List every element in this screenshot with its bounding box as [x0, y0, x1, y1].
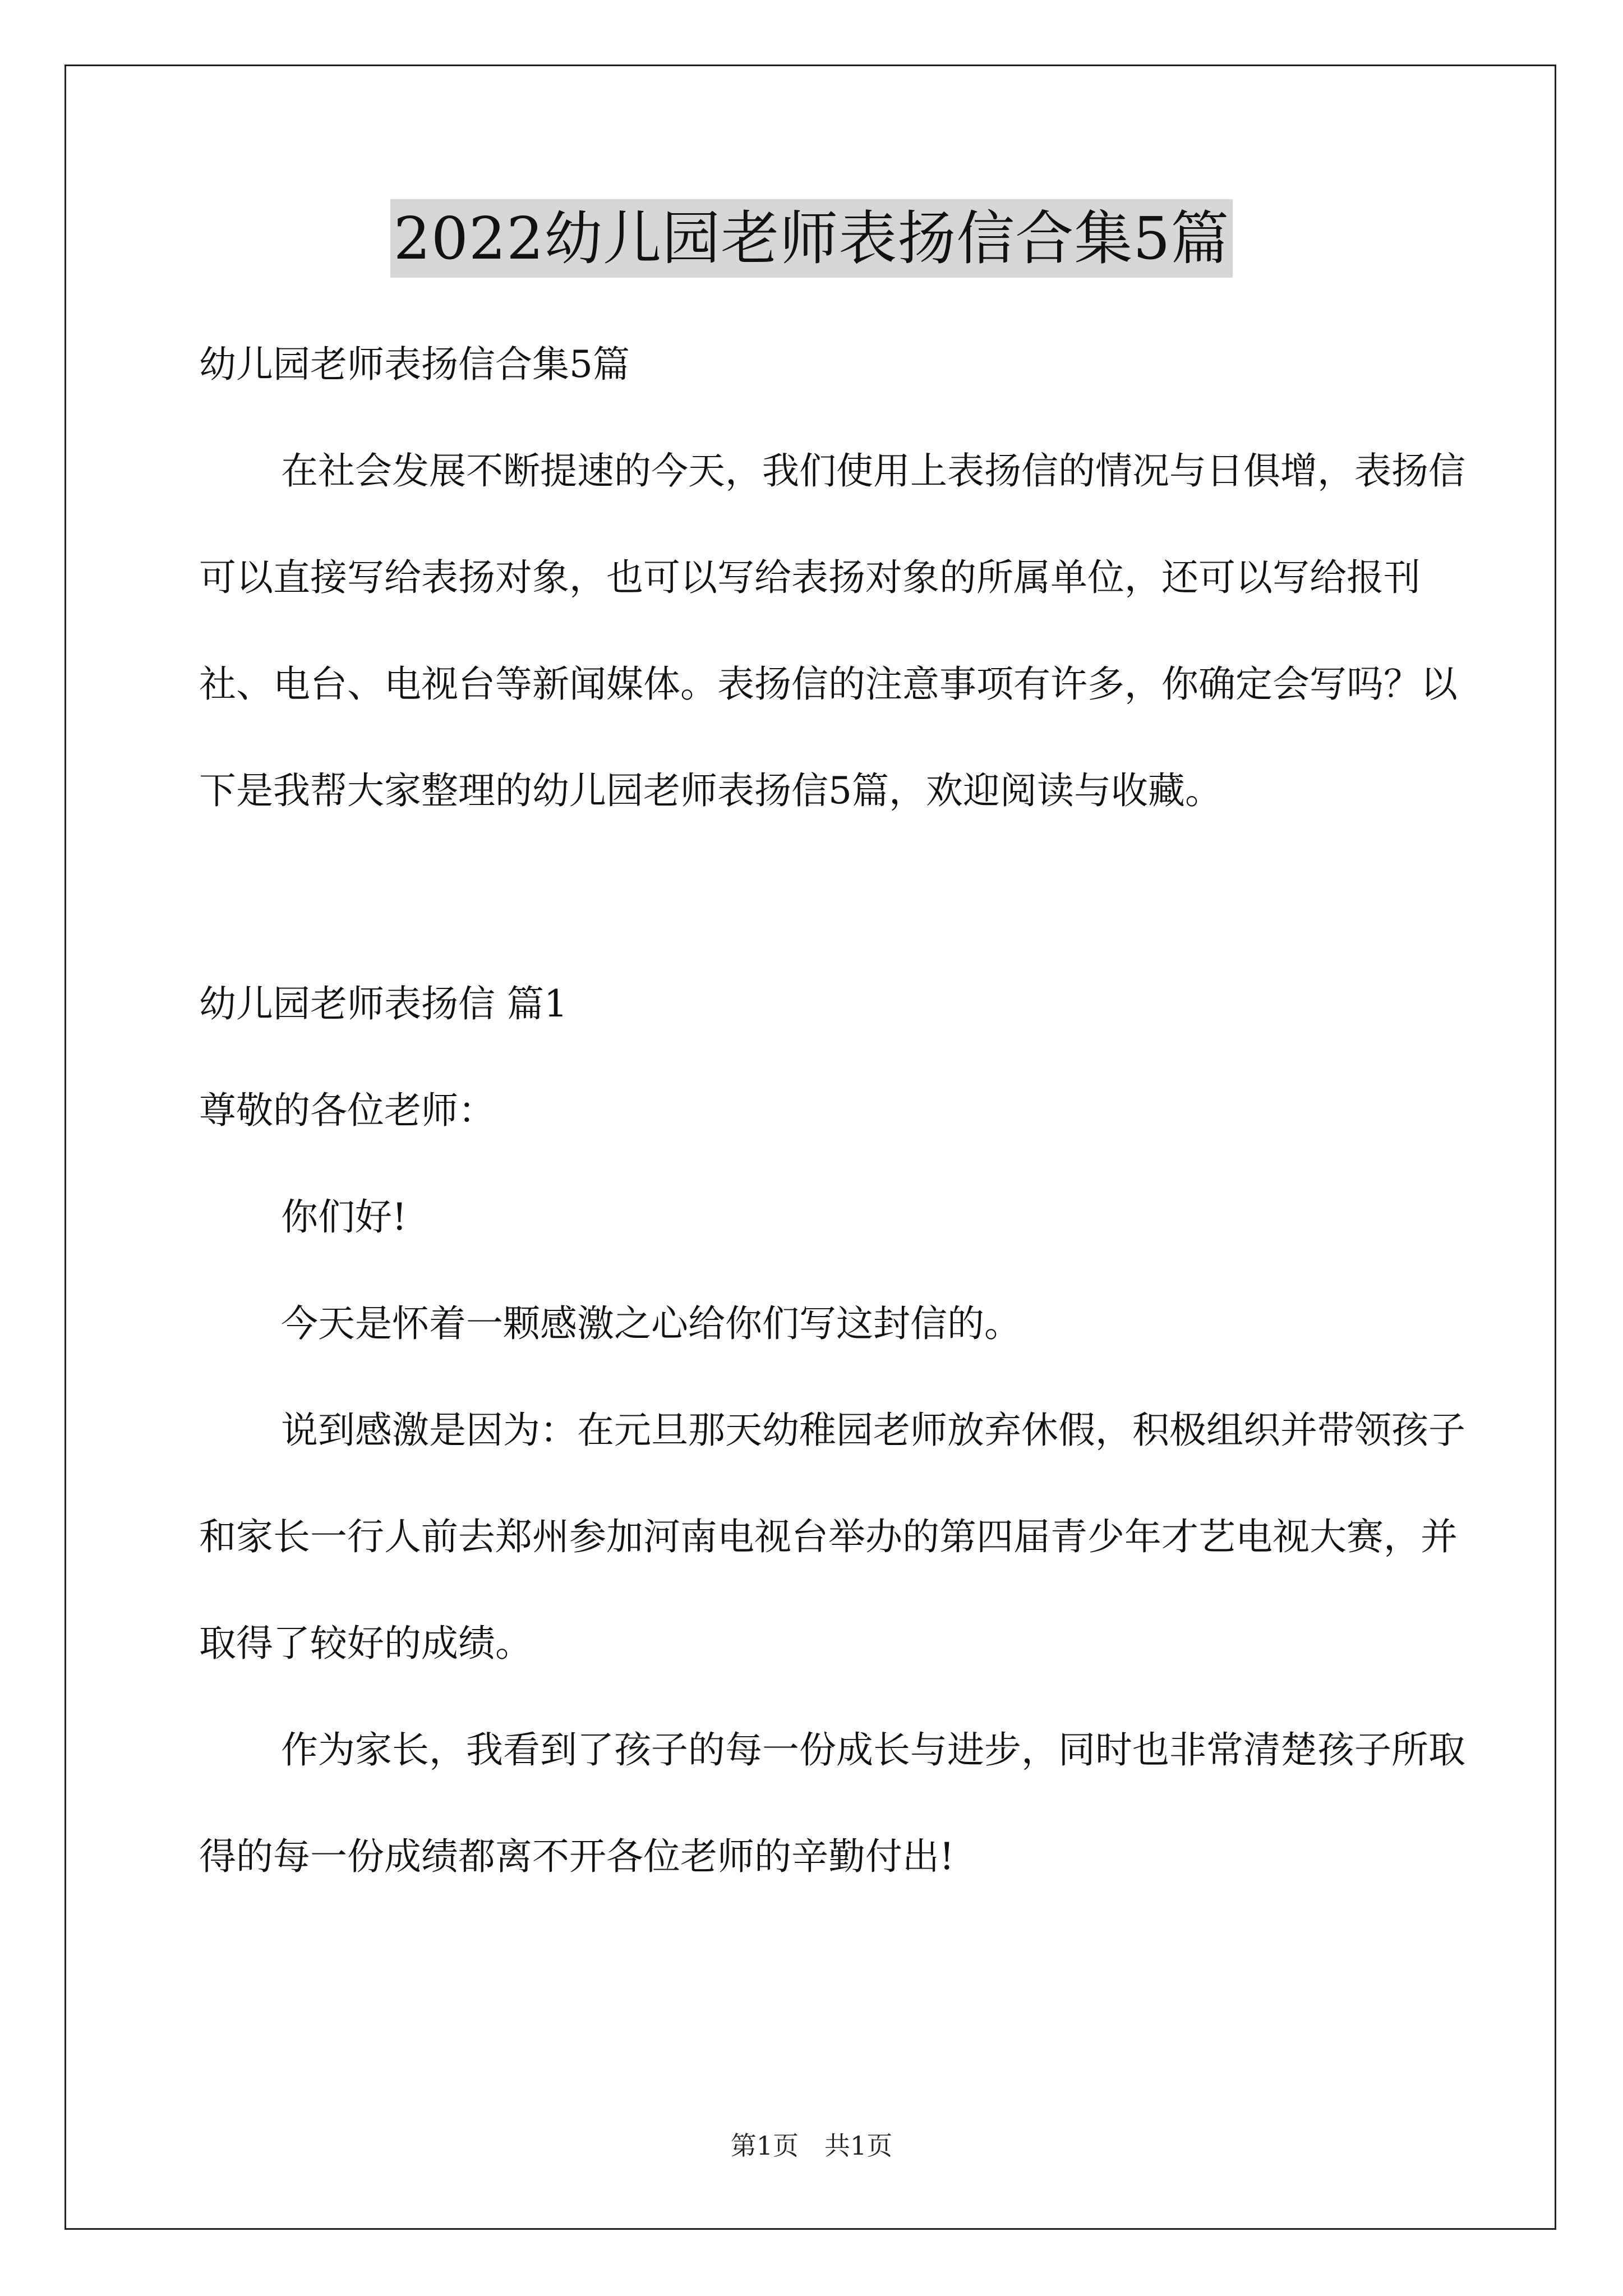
document-title: 2022幼儿园老师表扬信合集5篇 — [390, 199, 1233, 278]
intro-paragraph: 在社会发展不断提速的今天，我们使用上表扬信的情况与日俱增，表扬信可以直接写给表扬对象，也可以写给表扬对象的所属单位，还可以写给报刊社、电台、电视台等新闻媒体。表扬信的注意事项有许多，你确定会写吗？以下是我帮大家整理的幼儿园老师表扬信5篇，欢迎阅读与收藏。 — [199, 449, 1465, 812]
letter-paragraph: 作为家长，我看到了孩子的每一份成长与进步，同时也非常清楚孩子所取得的每一份成绩都离不开各位老师的辛勤付出! — [199, 1728, 1465, 1878]
title-container — [0, 199, 1623, 278]
document-body — [199, 311, 1467, 1910]
section-spacer — [199, 844, 1467, 951]
letter-salutation: 尊敬的各位老师： — [199, 1089, 495, 1132]
letter-paragraph: 今天是怀着一颗感激之心给你们写这封信的。 — [281, 1302, 1021, 1345]
letter-paragraph: 说到感激是因为：在元旦那天幼稚园老师放弃休假，积极组织并带领孩子和家长一行人前去郑州参加河南电视台举办的第四届青少年才艺电视大赛，并取得了较好的成绩。 — [199, 1409, 1465, 1665]
section-heading: 幼儿园老师表扬信 篇1 — [199, 982, 568, 1025]
document-subtitle: 幼儿园老师表扬信合集5篇 — [199, 343, 630, 386]
page-number: 第1页 共1页 — [730, 2131, 893, 2161]
letter-greeting: 你们好! — [281, 1195, 407, 1239]
page-footer — [0, 2129, 1623, 2162]
